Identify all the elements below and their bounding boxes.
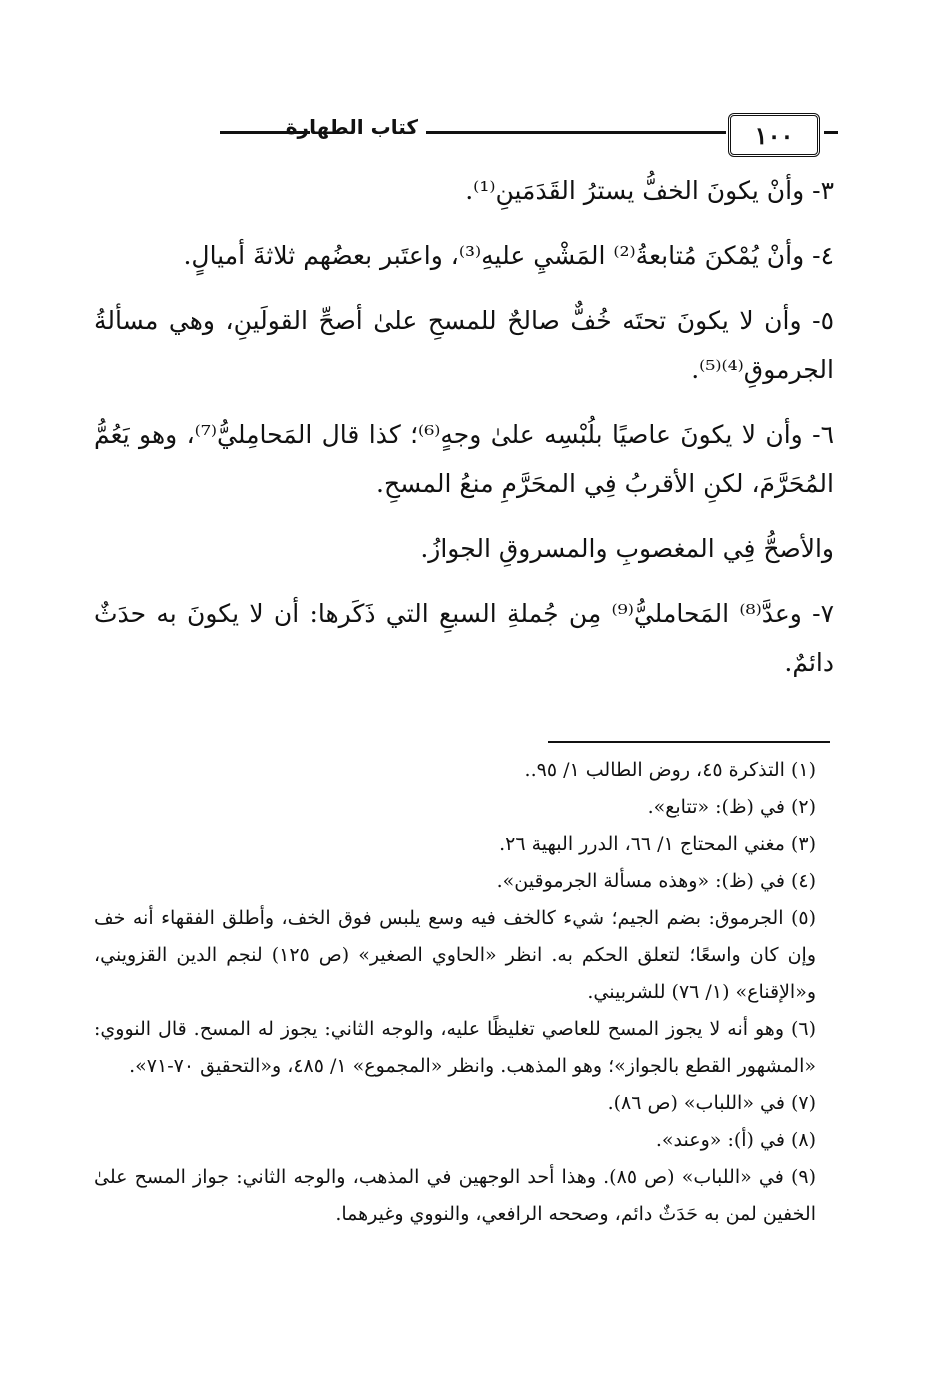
footnote-6: (٦) وهو أنه لا يجوز المسح للعاصي تغليظًا عليه، والوجه الثاني: يجوز له المسح. قال النووي: «المشهور القطع بالجواز»؛ وهو المذهب. وانظر «المجموع» ١/ ٤٨٥، و«التحقيق ٧٠-٧١». (94, 1018, 816, 1077)
book-title: كتاب الطهارة (285, 115, 418, 139)
paragraph-condition-4: ٤- وأنْ يُمْكنَ مُتابعةُ⁽²⁾ المَشْيِ عليهِ⁽³⁾، واعتَبر بعضُهم ثلاثةَ أميالٍ. (183, 241, 834, 270)
footnote-4: (٤) في (ظ): «وهذه مسألة الجرموقين». (496, 870, 816, 892)
header-rule-right (824, 131, 838, 134)
main-text (94, 166, 834, 703)
header-rule-middle (426, 131, 726, 134)
footnote-9: (٩) في «اللباب» (ص ٨٥). وهذا أحد الوجهين في المذهب، والوجه الثاني: جواز المسح علىٰ الخفين لمن به حَدَثٌ دائم، وصححه الرافعي، والنووي وغيرهما. (94, 1166, 817, 1225)
page-header (92, 113, 838, 155)
paragraph-condition-7: ٧- وعدَّ⁽⁸⁾ المَحامليُّ⁽⁹⁾ مِن جُملةِ السبعِ التي ذَكَرها: أن لا يكونَ به حدَثٌ دائمٌ. (94, 599, 834, 677)
footnotes (94, 752, 834, 1233)
footnote-3: (٣) مغني المحتاج ١/ ٦٦، الدرر البهية ٢٦. (499, 833, 816, 855)
footnote-5: (٥) الجرموق: بضم الجيم؛ شيء كالخف فيه وسع يلبس فوق الخف، وأطلق الفقهاء أنه خف وإن كان واسعًا؛ لتعلق الحكم به. انظر «الحاوي الصغير» (ص ١٢٥) لنجم الدين القزويني، و«الإقناع» (١/ ٧٦) للشربيني. (94, 907, 816, 1003)
footnote-7: (٧) في «اللباب» (ص ٨٦). (607, 1092, 816, 1114)
paragraph-condition-3: ٣- وأنْ يكونَ الخفُّ يسترُ القَدَمَينِ⁽¹⁾. (465, 176, 834, 205)
paragraph-condition-5: ٥- وأن لا يكونَ تحتَه خُفٌّ صالحٌ للمسحِ علىٰ أصحِّ القولَينِ، وهي مسألةُ الجرموقِ⁽⁴⁾⁽⁵⁾. (94, 306, 834, 384)
footnote-1: (١) التذكرة ٤٥، روض الطالب ١/ ٩٥.. (524, 759, 816, 781)
footnote-8: (٨) في (أ): «وعند». (655, 1129, 816, 1151)
page-number: ١٠٠ (728, 113, 820, 157)
paragraph-ruling: والأصحُّ فِي المغصوبِ والمسروقِ الجوازُ. (420, 534, 834, 563)
footnote-separator (548, 741, 830, 743)
footnote-2: (٢) في (ظ): «تتابع». (647, 796, 816, 818)
header-rule-left (220, 131, 310, 134)
paragraph-condition-6: ٦- وأن لا يكونَ عاصيًا بلُبْسِه علىٰ وجهٍ⁽⁶⁾؛ كذا قال المَحامِليُّ⁽⁷⁾، وهو يَعُمُّ المُحَرَّمَ، لكنِ الأقربُ فِي المحَرَّمِ منعُ المسحِ. (94, 420, 834, 498)
